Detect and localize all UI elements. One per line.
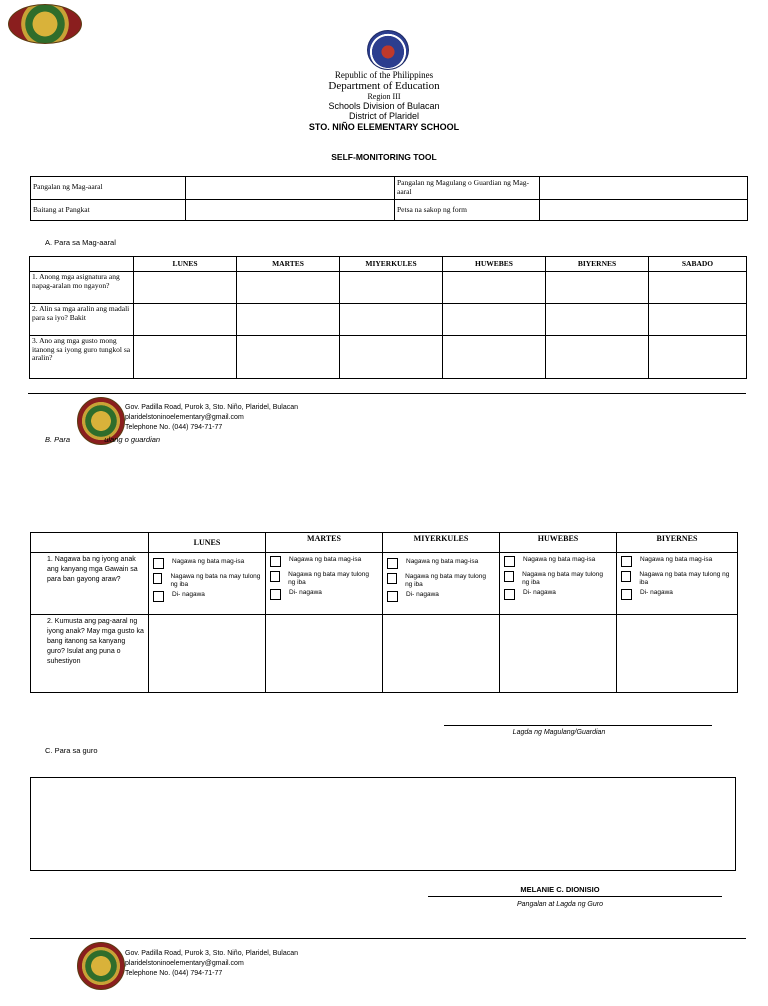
student-name-label: Pangalan ng Mag-aaral [31,177,186,200]
checkbox[interactable] [270,556,281,567]
question-cell: 1. Anong mga asignatura ang napag-aralan mo ngayon? [30,272,134,304]
teacher-name: MELANIE C. DIONISIO [520,885,600,894]
parent-name-label: Pangalan ng Magulang o Guardian ng Mag-aaral [395,177,540,200]
answer-cell[interactable] [649,272,747,304]
teacher-signature-caption: Pangalan at Lagda ng Guro [516,901,603,908]
option-label: Nagawa ng bata may tulong ng iba [522,571,604,586]
option-label: Di- nagawa [523,589,556,596]
options-cell [149,553,266,615]
parent-signature-line[interactable] [444,725,712,726]
answer-cell[interactable] [617,615,738,693]
footer-block-1 [125,403,298,433]
footer-email: plaridelstoninoelementary@gmail.com [125,414,244,421]
day-header: BIYERNES [546,257,649,272]
day-header: MIYERKULES [340,257,443,272]
answer-cell[interactable] [383,615,500,693]
section-b-table [30,532,738,693]
header-division: Schools Division of Bulacan [328,101,440,111]
option-label: Nagawa ng bata mag-isa [640,556,713,563]
deped-seal [367,30,409,70]
footer-address: Gov. Padilla Road, Purok 3, Sto. Niño, Plaridel, Bulacan [125,950,299,957]
section-b-label-italic: guardian [130,435,161,444]
school-seal-footer-2 [77,942,125,990]
footer-email: plaridelstoninoelementary@gmail.com [125,960,244,967]
question-cell: 2. Alin sa mga aralin ang madali para sa iyo? Bakit [30,304,134,336]
student-name-field[interactable] [186,177,395,200]
day-header: MARTES [266,533,383,553]
footer-address: Gov. Padilla Road, Purok 3, Sto. Niño, Plaridel, Bulacan [125,404,299,411]
answer-cell[interactable] [134,304,237,336]
option-label: Di- nagawa [640,589,673,596]
school-name: STO. NIÑO ELEMENTARY SCHOOL [308,122,460,132]
answer-cell[interactable] [443,336,546,379]
header-block [234,70,534,133]
answer-cell[interactable] [237,272,340,304]
answer-cell[interactable] [649,336,747,379]
teacher-signature-line[interactable] [428,896,722,897]
checkbox[interactable] [387,591,398,602]
options-cell [500,553,617,615]
options-cell [617,553,738,615]
footer-divider-1 [28,393,746,394]
date-label: Petsa na sakop ng form [395,200,540,221]
answer-cell[interactable] [443,272,546,304]
header-district: District of Plaridel [348,111,420,121]
checkbox[interactable] [153,558,164,569]
grade-section-field[interactable] [186,200,395,221]
checkbox[interactable] [387,573,397,584]
answer-cell[interactable] [149,615,266,693]
options-cell [383,553,500,615]
footer-phone: Telephone No. (044) 794-71-77 [125,424,223,431]
checkbox[interactable] [621,556,632,567]
section-c-label: C. Para sa guro [45,746,98,755]
footer-divider-2 [30,938,746,939]
teacher-notes-box[interactable] [30,777,736,871]
date-field[interactable] [540,200,748,221]
answer-cell[interactable] [340,304,443,336]
option-label: Nagawa ng bata may tulong ng iba [405,573,487,588]
section-a-corner [30,257,134,272]
school-seal-top [8,4,82,44]
option-label: Nagawa ng bata mag-isa [172,558,245,565]
answer-cell[interactable] [649,304,747,336]
document-title: SELF-MONITORING TOOL [331,152,437,162]
checkbox[interactable] [504,589,515,600]
answer-cell[interactable] [237,304,340,336]
options-cell [266,553,383,615]
option-label: Nagawa ng bata may tulong ng iba [288,571,370,586]
section-b-corner [31,533,149,553]
section-b-label-suffix: ulang o [104,435,129,444]
checkbox[interactable] [270,589,281,600]
header-republic: Republic of the Philippines [334,70,434,80]
option-label: Di- nagawa [172,591,205,598]
answer-cell[interactable] [134,272,237,304]
parent-signature-caption: Lagda ng Magulang/Guardian [512,729,606,736]
header-region: Region III [367,92,401,101]
checkbox[interactable] [621,589,632,600]
day-header: MARTES [237,257,340,272]
option-label: Nagawa ng bata may tulong ng iba [639,571,730,586]
section-a-label: A. Para sa Mag-aaral [45,238,116,247]
parent-name-field[interactable] [540,177,748,200]
answer-cell[interactable] [546,336,649,379]
checkbox[interactable] [621,571,631,582]
option-label: Nagawa ng bata mag-isa [289,556,362,563]
question-cell: 3. Ano ang mga gusto mong itanong sa iyong guro tungkol sa aralin? [30,336,134,379]
grade-section-label: Baitang at Pangkat [31,200,186,221]
section-a-table [29,256,747,379]
checkbox[interactable] [153,573,162,584]
answer-cell[interactable] [546,272,649,304]
day-header: LUNES [149,533,266,553]
option-label: Di- nagawa [289,589,322,596]
checkbox[interactable] [504,571,514,582]
info-table [30,176,748,221]
answer-cell[interactable] [443,304,546,336]
checkbox[interactable] [504,556,515,567]
checkbox[interactable] [387,558,398,569]
header-department: Department of Education [328,80,440,92]
option-label: Nagawa ng bata na may tulong ng iba [170,573,261,588]
option-label: Di- nagawa [406,591,439,598]
option-label: Nagawa ng bata mag-isa [406,558,479,565]
question-cell: 2. Kumusta ang pag-aaral ng iyong anak? May mga gusto ka bang itanong sa kanyang guro? Isulat ang puna o suhestiyon [31,615,149,693]
checkbox[interactable] [270,571,280,582]
question-cell: 1. Nagawa ba ng iyong anak ang kanyang mga Gawain sa para ban gayong araw? [31,553,149,615]
section-b-label [45,435,160,444]
answer-cell[interactable] [340,336,443,379]
answer-cell[interactable] [266,615,383,693]
answer-cell[interactable] [134,336,237,379]
footer-phone: Telephone No. (044) 794-71-77 [125,970,223,977]
section-b-label-prefix: B. Para [45,435,71,444]
day-header: LUNES [134,257,237,272]
answer-cell[interactable] [340,272,443,304]
day-header: HUWEBES [500,533,617,553]
day-header: BIYERNES [617,533,738,553]
day-header: MIYERKULES [383,533,500,553]
footer-block-2 [125,949,298,979]
day-header: HUWEBES [443,257,546,272]
day-header: SABADO [649,257,747,272]
checkbox[interactable] [153,591,164,602]
option-label: Nagawa ng bata mag-isa [523,556,596,563]
answer-cell[interactable] [237,336,340,379]
answer-cell[interactable] [546,304,649,336]
answer-cell[interactable] [500,615,617,693]
